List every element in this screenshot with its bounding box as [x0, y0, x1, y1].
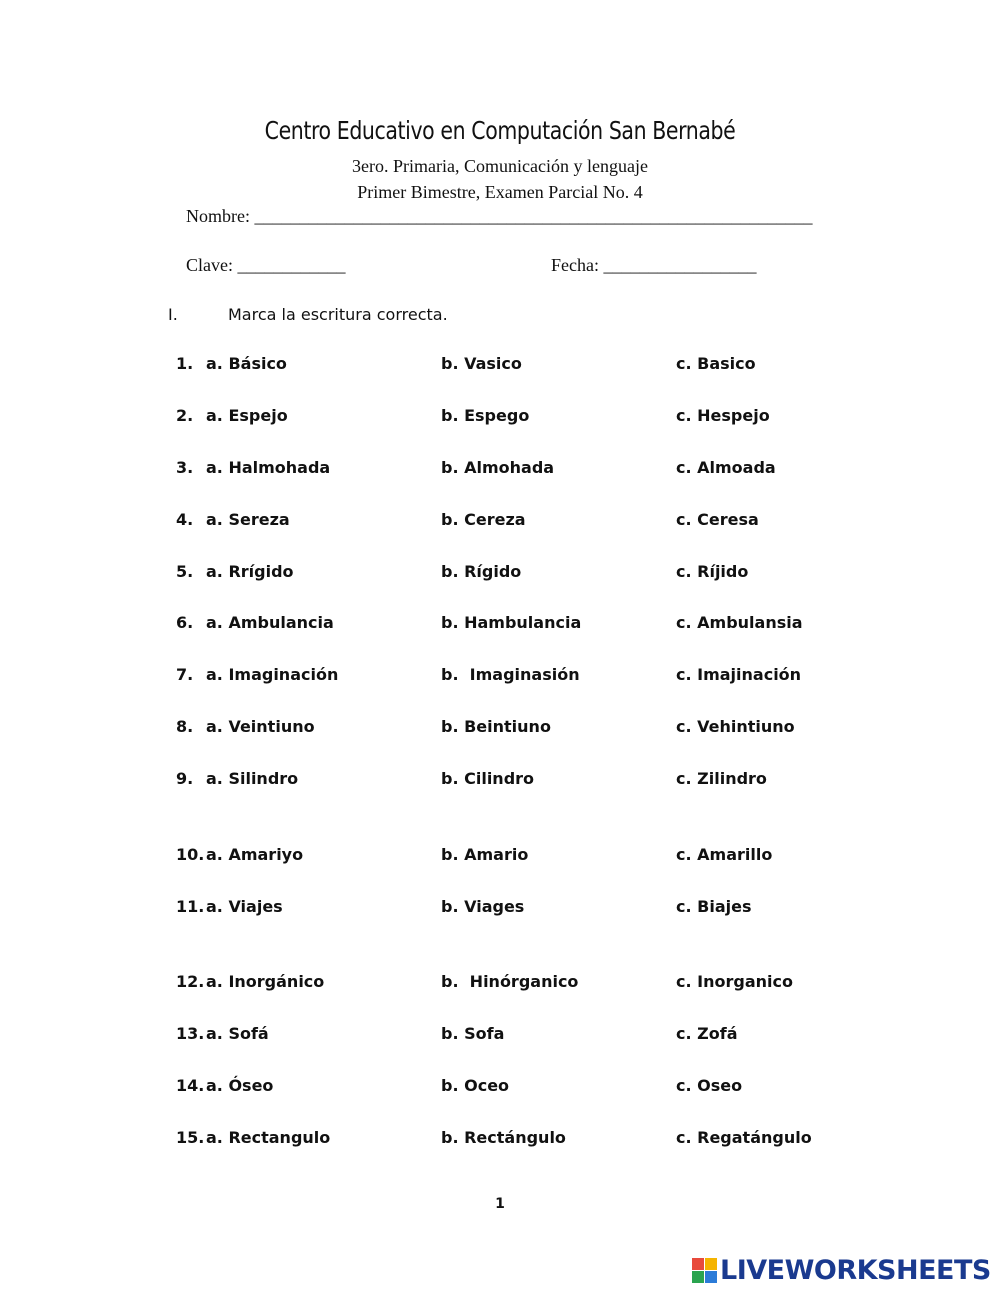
- option-a[interactable]: a. Viajes: [206, 897, 283, 916]
- question-row: [176, 769, 876, 793]
- option-c[interactable]: c. Biajes: [676, 897, 752, 916]
- question-number: 13.: [176, 1024, 205, 1043]
- option-c[interactable]: c. Vehintiuno: [676, 717, 795, 736]
- option-c[interactable]: c. Ríjido: [676, 562, 749, 581]
- question-number: 3.: [176, 458, 194, 477]
- liveworksheets-brand: [692, 1254, 991, 1286]
- option-b[interactable]: b. Cereza: [441, 510, 526, 529]
- question-row: [176, 1076, 876, 1100]
- option-c[interactable]: c. Regatángulo: [676, 1128, 812, 1147]
- option-a[interactable]: a. Inorgánico: [206, 972, 325, 991]
- fecha-field[interactable]: Fecha: _________________: [551, 255, 757, 275]
- option-c[interactable]: c. Zofá: [676, 1024, 738, 1043]
- option-c[interactable]: c. Hespejo: [676, 406, 770, 425]
- option-c[interactable]: c. Oseo: [676, 1076, 743, 1095]
- question-row: [176, 1024, 876, 1048]
- question-row: [176, 1128, 876, 1152]
- question-row: [176, 406, 876, 430]
- option-a[interactable]: a. Amariyo: [206, 845, 304, 864]
- question-number: 11.: [176, 897, 205, 916]
- option-c[interactable]: c. Zilindro: [676, 769, 767, 788]
- option-b[interactable]: b. Hinórganico: [441, 972, 579, 991]
- option-c[interactable]: c. Almoada: [676, 458, 776, 477]
- question-number: 9.: [176, 769, 194, 788]
- question-number: 1.: [176, 354, 194, 373]
- option-b[interactable]: b. Rectángulo: [441, 1128, 566, 1147]
- option-c[interactable]: c. Inorganico: [676, 972, 793, 991]
- section-instruction: Marca la escritura correcta.: [228, 305, 448, 324]
- option-b[interactable]: b. Espego: [441, 406, 530, 425]
- option-a[interactable]: a. Óseo: [206, 1076, 274, 1095]
- option-a[interactable]: a. Sofá: [206, 1024, 269, 1043]
- option-a[interactable]: a. Rectangulo: [206, 1128, 331, 1147]
- liveworksheets-logo-icon: [692, 1258, 717, 1283]
- question-number: 10.: [176, 845, 205, 864]
- question-row: [176, 510, 876, 534]
- exam-title: Primer Bimestre, Examen Parcial No. 4: [357, 182, 643, 202]
- option-a[interactable]: a. Sereza: [206, 510, 290, 529]
- option-b[interactable]: b. Imaginasión: [441, 665, 580, 684]
- option-b[interactable]: b. Viages: [441, 897, 525, 916]
- option-b[interactable]: b. Beintiuno: [441, 717, 551, 736]
- question-number: 6.: [176, 613, 194, 632]
- logo-cell-i: [705, 1258, 717, 1270]
- option-b[interactable]: b. Cilindro: [441, 769, 535, 788]
- logo-cell-l: [692, 1258, 704, 1270]
- grade-course: 3ero. Primaria, Comunicación y lenguaje: [352, 156, 648, 176]
- school-name: Centro Educativo en Computación San Bernabé: [264, 116, 736, 145]
- option-b[interactable]: b. Rígido: [441, 562, 522, 581]
- option-a[interactable]: a. Espejo: [206, 406, 288, 425]
- question-number: 4.: [176, 510, 194, 529]
- clave-field[interactable]: Clave: ____________: [186, 255, 346, 275]
- question-number: 15.: [176, 1128, 205, 1147]
- section-numeral: I.: [168, 305, 178, 324]
- option-a[interactable]: a. Halmohada: [206, 458, 331, 477]
- option-a[interactable]: a. Imaginación: [206, 665, 339, 684]
- page-number: 1: [495, 1196, 505, 1212]
- question-number: 8.: [176, 717, 194, 736]
- question-row: [176, 972, 876, 996]
- option-a[interactable]: a. Ambulancia: [206, 613, 334, 632]
- option-b[interactable]: b. Almohada: [441, 458, 555, 477]
- option-c[interactable]: c. Imajinación: [676, 665, 802, 684]
- question-row: [176, 845, 876, 869]
- logo-cell-e: [705, 1271, 717, 1283]
- option-c[interactable]: c. Ambulansia: [676, 613, 803, 632]
- question-row: [176, 458, 876, 482]
- option-b[interactable]: b. Sofa: [441, 1024, 505, 1043]
- option-b[interactable]: b. Oceo: [441, 1076, 510, 1095]
- option-a[interactable]: a. Básico: [206, 354, 287, 373]
- logo-cell-v: [692, 1271, 704, 1283]
- question-row: [176, 613, 876, 637]
- question-row: [176, 562, 876, 586]
- question-row: [176, 897, 876, 921]
- option-a[interactable]: a. Rrígido: [206, 562, 294, 581]
- question-number: 12.: [176, 972, 205, 991]
- option-c[interactable]: c. Amarillo: [676, 845, 773, 864]
- question-number: 7.: [176, 665, 194, 684]
- question-row: [176, 354, 876, 378]
- option-b[interactable]: b. Hambulancia: [441, 613, 582, 632]
- option-a[interactable]: a. Silindro: [206, 769, 299, 788]
- nombre-field[interactable]: Nombre: ______________________________________________________________: [186, 206, 813, 226]
- option-c[interactable]: c. Ceresa: [676, 510, 759, 529]
- option-a[interactable]: a. Veintiuno: [206, 717, 315, 736]
- question-number: 5.: [176, 562, 194, 581]
- brand-text: LIVEWORKSHEETS: [720, 1254, 991, 1286]
- question-number: 14.: [176, 1076, 205, 1095]
- option-b[interactable]: b. Vasico: [441, 354, 522, 373]
- option-c[interactable]: c. Basico: [676, 354, 756, 373]
- question-number: 2.: [176, 406, 194, 425]
- question-row: [176, 665, 876, 689]
- option-b[interactable]: b. Amario: [441, 845, 529, 864]
- question-row: [176, 717, 876, 741]
